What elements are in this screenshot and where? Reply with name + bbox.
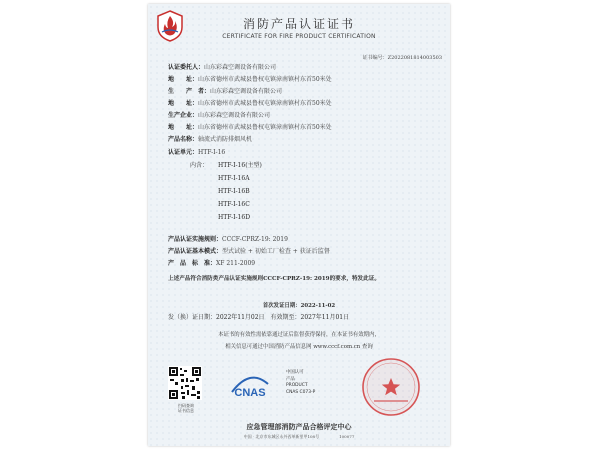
cnas-logo-text: CNAS bbox=[234, 387, 266, 399]
model-item: HTF-I-16D bbox=[218, 214, 250, 221]
issuing-authority: 应急管理部消防产品合格评定中心 bbox=[246, 422, 352, 431]
issuer-address: 中国 · 北京市东城区永外西革新里甲108号 100077 bbox=[243, 434, 355, 439]
issue-validity-dates: 发（换）证日期：2022年11月02日 有效期至：2027年11月01日 bbox=[168, 314, 350, 321]
conformity-statement: 上述产品符合消防类产品认证实施规则CCCF-CPRZ-19: 2019的要求，特发此证。 bbox=[168, 276, 380, 282]
field-impl-rule: 产品认证实施规则：CCCF-CPRZ-19: 2019 bbox=[168, 236, 288, 243]
certificate-subtitle: CERTIFICATE FOR FIRE PRODUCT CERTIFICATION bbox=[222, 33, 376, 40]
certificate-number: 证书编号：Z2022081814003503 bbox=[362, 55, 442, 61]
model-item: HTF-I-16B bbox=[218, 188, 250, 195]
field-manufacturer: 生 产 者：山东彩森空调设备有限公司 bbox=[168, 88, 283, 95]
field-cert-mode: 产品认证基本模式：型式试验 + 初始工厂检查 + 获证后监督 bbox=[168, 248, 330, 255]
field-applicant: 认证委托人：山东彩森空调设备有限公司 bbox=[168, 64, 277, 71]
field-factory-address: 地 址：山东省德州市武城县鲁权屯镇漳南镇村东首50米处 bbox=[168, 124, 332, 131]
field-product-name: 产品名称：轴流式消防排烟风机 bbox=[168, 136, 253, 143]
certificate-title: 消防产品认证证书 bbox=[242, 17, 355, 31]
qr-code-icon bbox=[168, 366, 202, 400]
field-factory: 生产企业：山东彩森空调设备有限公司 bbox=[168, 112, 271, 119]
field-product-standard: 产 品 标 准：XF 211-2009 bbox=[168, 260, 256, 267]
qr-caption: 扫码查询 证书信息 bbox=[178, 403, 194, 413]
certificate-paper bbox=[148, 4, 450, 446]
note-line: 相关信息可通过中国消防产品信息网 www.cccf.com.cn 查询 bbox=[225, 344, 373, 350]
first-issue-date: 首次发证日期：2022-11-02 bbox=[262, 303, 336, 309]
field-manufacturer-address: 地 址：山东省德州市武城县鲁权屯镇漳南镇村东首50米处 bbox=[168, 100, 332, 107]
model-item: HTF-I-16(主型) bbox=[218, 162, 262, 169]
models-label: 内含： bbox=[190, 162, 209, 169]
field-applicant-address: 地 址：山东省德州市武城县鲁权屯镇漳南镇村东首50米处 bbox=[168, 76, 332, 83]
model-item: HTF-I-16A bbox=[218, 175, 250, 182]
model-item: HTF-I-16C bbox=[218, 201, 250, 208]
official-seal-icon bbox=[360, 356, 422, 418]
cnas-accreditation-info: 中国认可 产品 PRODUCT CNAS C073-P bbox=[286, 370, 316, 395]
field-cert-unit: 认证单元：HTF-I-16 bbox=[168, 149, 226, 156]
note-line: 本证书的有效性需依靠通过证后监督获得保持，在本证书有效期内， bbox=[218, 332, 380, 338]
cnas-logo-icon bbox=[228, 372, 272, 402]
